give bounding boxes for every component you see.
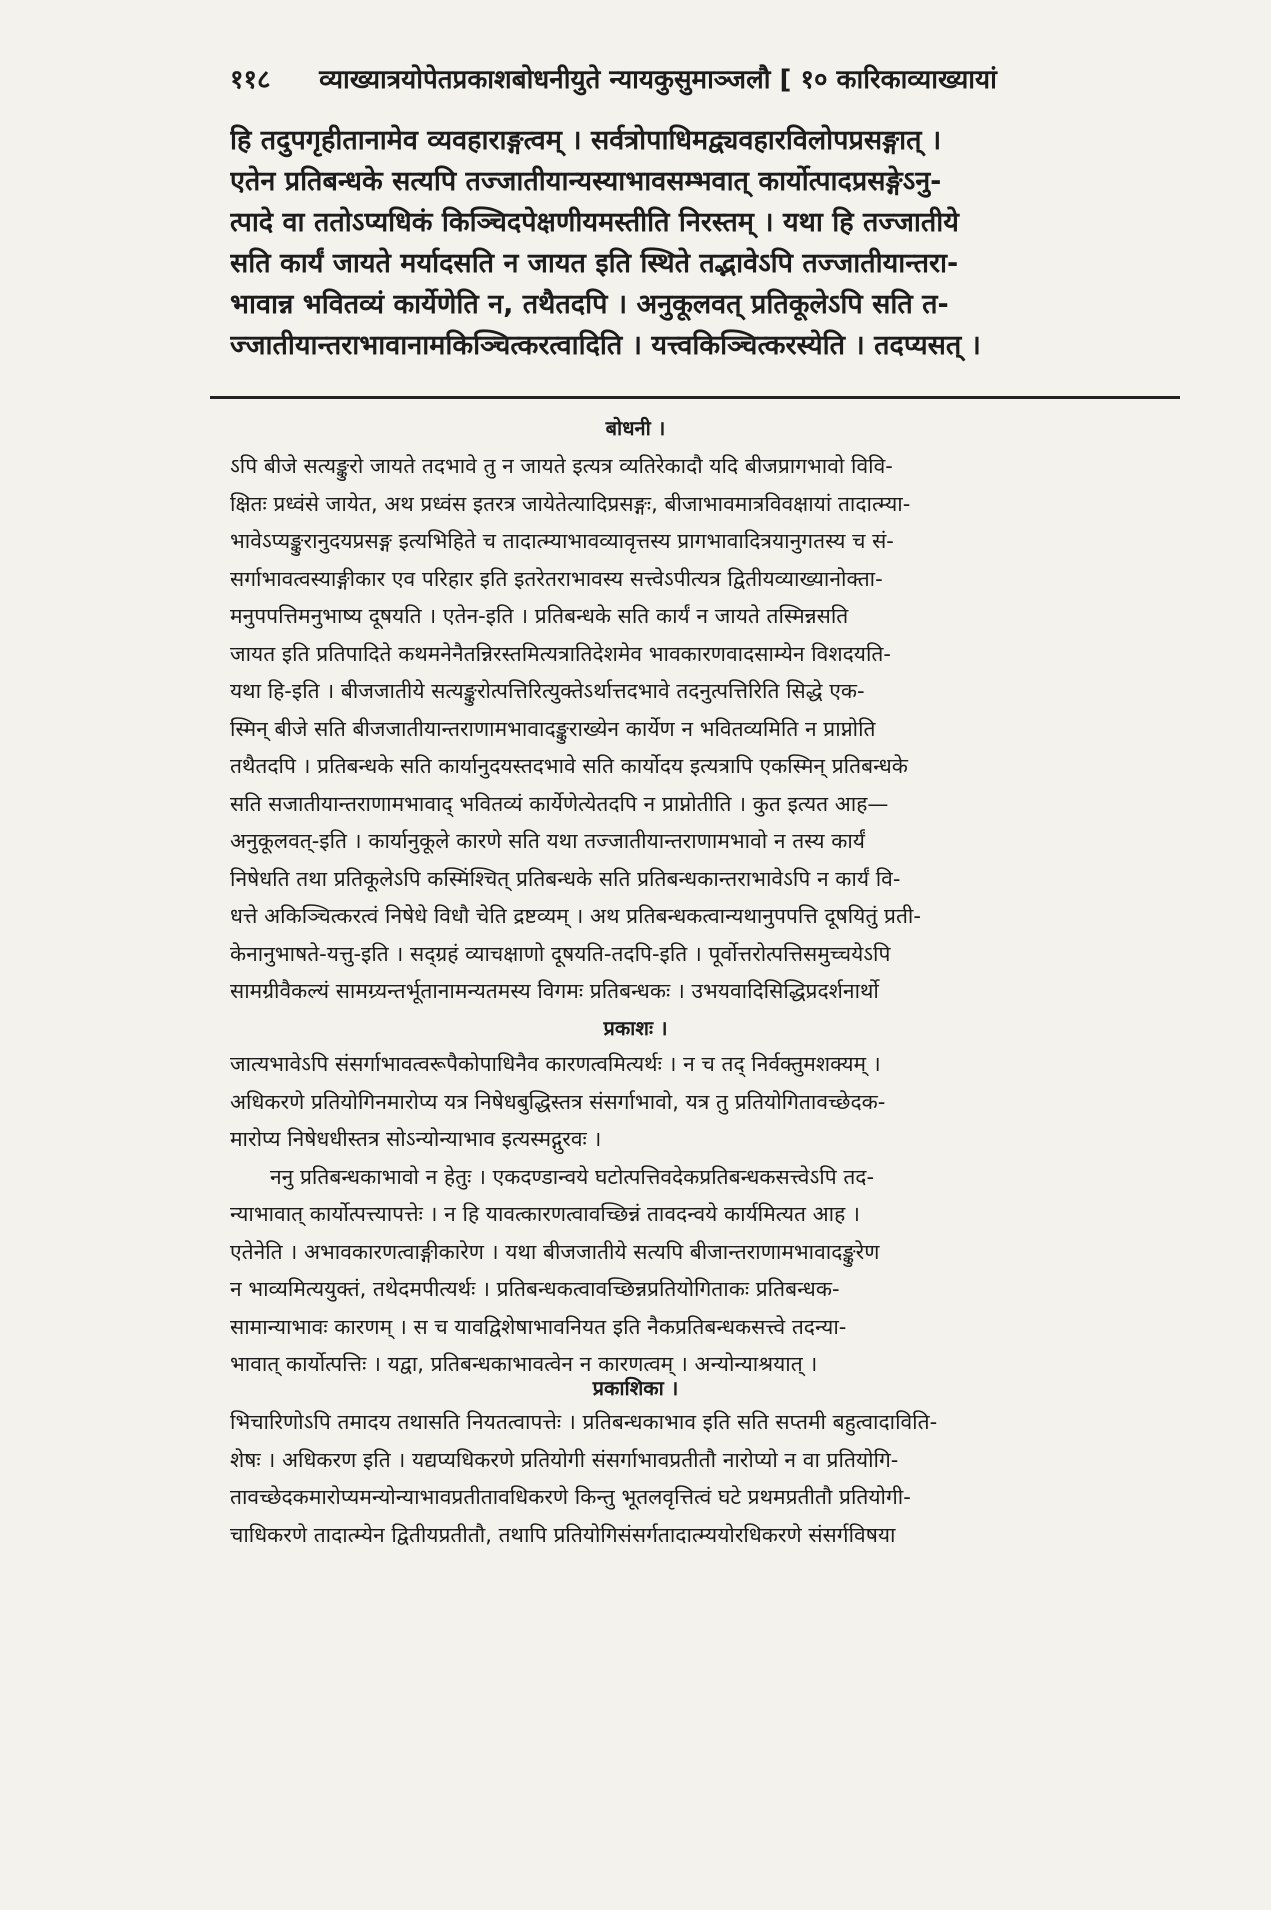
commentary-line: तावच्छेदकमारोप्यमन्योन्याभावप्रतीतावधिकरणे किन्तु भूतलवृत्तित्वं घटे प्रथमप्रतीतौ प्रतियोगी- bbox=[230, 1485, 911, 1509]
commentary-line: अधिकरणे प्रतियोगिनमारोप्य यत्र निषेधबुद्धिस्तत्र संसर्गाभावो, यत्र तु प्रतियोगितावच्छेदक- bbox=[230, 1089, 886, 1114]
page-number: ११८ bbox=[230, 65, 271, 95]
commentary-line: न भाव्यमित्ययुक्तं, तथेदमपीत्यर्थः । प्रतिबन्धकत्वावच्छिन्नप्रतियोगिताकः प्रतिबन्धक- bbox=[230, 1277, 840, 1301]
main-line: सति कार्यं जायते मर्यादसति न जायत इति स्थिते तद्भावेऽपि तज्जातीयान्तरा- bbox=[230, 248, 959, 279]
commentary-line: ननु प्रतिबन्धकाभावो न हेतुः । एकदण्डान्वये घटोत्पत्तिवदेकप्रतिबन्धकसत्त्वेऽपि तद- bbox=[270, 1164, 875, 1189]
commentary-line: चाधिकरणे तादात्म्येन द्वितीयप्रतीतौ, तथापि प्रतियोगिसंसर्गतादात्म्ययोरधिकरणे संसर्गविषया bbox=[230, 1522, 896, 1547]
commentary-line: निषेधति तथा प्रतिकूलेऽपि कस्मिंश्चित् प्रतिबन्धके सति प्रतिबन्धकान्तराभावेऽपि न कार्यं वि- bbox=[230, 866, 901, 891]
commentary-line: मारोप्य निषेधधीस्तत्र सोऽन्योन्याभाव इत्यस्मद्गुरवः । bbox=[230, 1127, 602, 1151]
main-line: एतेन प्रतिबन्धके सत्यपि तज्जातीयान्यस्याभावसम्भवात् कार्योत्पादप्रसङ्गेऽनु- bbox=[230, 166, 942, 197]
main-line: ज्जातीयान्तराभावानामकिञ्चित्करत्वादिति । यत्त्वकिञ्चित्करस्येति । तदप्यसत् । bbox=[230, 330, 981, 361]
prakashika-title: प्रकाशिका । bbox=[592, 1376, 679, 1400]
commentary-line: सामान्याभावः कारणम् । स च यावद्विशेषाभावनियत इति नैकप्रतिबन्धकसत्त्वे तदन्या- bbox=[230, 1314, 847, 1339]
commentary-line: मनुपपत्तिमनुभाष्य दूषयति । एतेन-इति । प्रतिबन्धके सति कार्यं न जायते तस्मिन्नसति bbox=[230, 604, 849, 628]
prakasha-commentary bbox=[230, 1046, 1190, 1384]
commentary-line: एतेनेति । अभावकारणत्वाङ्गीकारेण । यथा बीजजातीये सत्यपि बीजान्तराणामभावादङ्कुरेण bbox=[230, 1239, 880, 1264]
commentary-line: भावात् कार्योत्पत्तिः । यद्वा, प्रतिबन्धकाभावत्वेन न कारणत्वम् । अन्योन्याश्रयात् । bbox=[230, 1352, 818, 1376]
commentary-line: सामग्रीवैकल्यं सामग्र्यन्तर्भूतानामन्यतमस्य विगमः प्रतिबन्धकः । उभयवादिसिद्धिप्रदर्शनार्थो bbox=[230, 979, 879, 1003]
commentary-line: जायत इति प्रतिपादिते कथमनेनैतन्निरस्तमित्यत्रातिदेशमेव भावकारणवादसाम्येन विशदयति- bbox=[230, 641, 891, 666]
commentary-line: सर्गाभावत्वस्याङ्गीकार एव परिहार इति इतरेतराभावस्य सत्त्वेऽपीत्यत्र द्वितीयव्याख्यानोक्ता- bbox=[230, 566, 883, 591]
commentary-line: ऽपि बीजे सत्यङ्कुरो जायते तदभावे तु न जायते इत्यत्र व्यतिरेकादौ यदि बीजप्रागभावो विवि- bbox=[230, 454, 893, 478]
commentary-line: धत्ते अकिञ्चित्करत्वं निषेधे विधौ चेति द्रष्टव्यम् । अथ प्रतिबन्धकत्वान्यथानुपपत्ति दूषयितुं प्रती- bbox=[230, 904, 921, 928]
section-divider bbox=[210, 396, 1180, 399]
commentary-line: भिचारिणोऽपि तमादय तथासति नियतत्वापत्तेः । प्रतिबन्धकाभाव इति सति सप्तमी बहुत्वादाविति- bbox=[230, 1410, 938, 1434]
bodhani-title: बोधनी । bbox=[605, 416, 666, 440]
commentary-line: सति सजातीयान्तराणामभावाद् भवितव्यं कार्येणेत्येतदपि न प्राप्नोतीति । कुत इत्यत आह— bbox=[230, 791, 889, 816]
commentary-line: क्षितः प्रध्वंसे जायेत, अथ प्रध्वंस इतरत्र जायेतेत्यादिप्रसङ्गः, बीजाभावमात्रविवक्षायां तादात्म्या- bbox=[230, 491, 911, 516]
prakashika-commentary bbox=[230, 1404, 1190, 1554]
main-line: त्पादे वा ततोऽप्यधिकं किञ्चिदपेक्षणीयमस्तीति निरस्तम् । यथा हि तज्जातीये bbox=[230, 207, 959, 238]
main-text bbox=[230, 120, 1190, 366]
running-title: व्याख्यात्रयोपेतप्रकाशबोधनीयुते न्यायकुसुमाञ्जलौ [ १० कारिकाव्याख्यायां bbox=[319, 65, 997, 95]
commentary-line: जात्यभावेऽपि संसर्गाभावत्वरूपैकोपाधिनैव कारणत्वमित्यर्थः । न च तद् निर्वक्तुमशक्यम् । bbox=[230, 1052, 881, 1076]
main-line: हि तदुपगृहीतानामेव व्यवहाराङ्गत्वम् । सर्वत्रोपाधिमद्व्यवहारविलोपप्रसङ्गात् । bbox=[230, 125, 942, 156]
commentary-line: भावेऽप्यङ्कुरानुदयप्रसङ्ग इत्यभिहिते च तादात्म्याभावव्यावृत्तस्य प्रागभावादित्रयानुगतस्य च सं- bbox=[230, 529, 894, 553]
prakasha-title: प्रकाशः । bbox=[603, 1016, 668, 1040]
commentary-line: तथैतदपि । प्रतिबन्धके सति कार्यानुदयस्तदभावे सति कार्योदय इत्यत्रापि एकस्मिन् प्रतिबन्धके bbox=[230, 754, 908, 778]
commentary-line: शेषः । अधिकरण इति । यद्यप्यधिकरणे प्रतियोगी संसर्गाभावप्रतीतौ नारोप्यो न वा प्रतियोगि- bbox=[230, 1447, 899, 1472]
commentary-line: स्मिन् बीजे सति बीजजातीयान्तराणामभावादङ्कुराख्येन कार्येण न भवितव्यमिति न प्राप्नोति bbox=[230, 716, 876, 741]
bodhani-commentary bbox=[230, 448, 1190, 1011]
commentary-line: यथा हि-इति । बीजजातीये सत्यङ्कुरोत्पत्तिरित्युक्तेऽर्थात्तदभावे तदनुत्पत्तिरिति सिद्धे एक- bbox=[230, 679, 865, 703]
commentary-line: न्याभावात् कार्योत्पत्त्यापत्तेः । न हि यावत्कारणत्वावच्छिन्नं तावदन्वये कार्यमित्यत आह । bbox=[230, 1202, 860, 1226]
commentary-line: अनुकूलवत्-इति । कार्यानुकूले कारणे सति यथा तज्जातीयान्तराणामभावो न तस्य कार्यं bbox=[230, 829, 865, 853]
commentary-line: केनानुभाषते-यत्तु-इति । सद्ग्रहं व्याचक्षाणो दूषयति-तदपि-इति । पूर्वोत्तरोत्पत्तिसमुच्चयेऽपि bbox=[230, 941, 891, 966]
main-line: भावान्न भवितव्यं कार्येणेति न, तथैतदपि । अनुकूलवत् प्रतिकूलेऽपि सति त- bbox=[230, 289, 949, 320]
running-header bbox=[230, 60, 1190, 96]
